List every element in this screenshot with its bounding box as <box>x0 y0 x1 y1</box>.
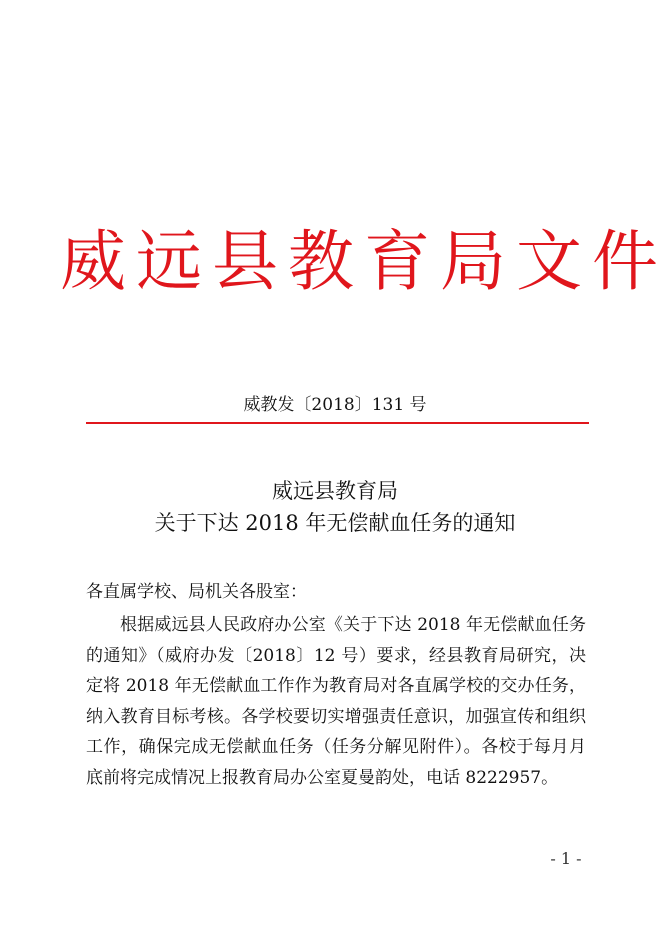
document-title-line-1: 威远县教育局 <box>272 479 398 503</box>
document-number: 威教发〔2018〕131 号 <box>243 395 427 415</box>
salutation: 各直属学校、局机关各股室： <box>86 582 307 602</box>
document-title-line-2: 关于下达 2018 年无偿献血任务的通知 <box>154 511 516 535</box>
page-number: - 1 - <box>550 849 582 868</box>
red-divider-line <box>86 422 589 424</box>
document-masthead: 威远县教育局文件 <box>60 223 668 300</box>
body-paragraph: 根据威远县人民政府办公室《关于下达 2018 年无偿献血任务的通知》（威府办发〔2018〕12 号）要求，经县教育局研究，决定将 2018 年无偿献血工作作为教育局对各直属学校的交办任务，纳入教育目标考核。各学校要切实增强责任意识，加强宣传和组织工作，确保完成无偿献血任务（任务分解见附件）。各校于每月月底前将完成情况上报教育局办公室夏曼韵处，电话 8222957。 <box>86 615 586 788</box>
